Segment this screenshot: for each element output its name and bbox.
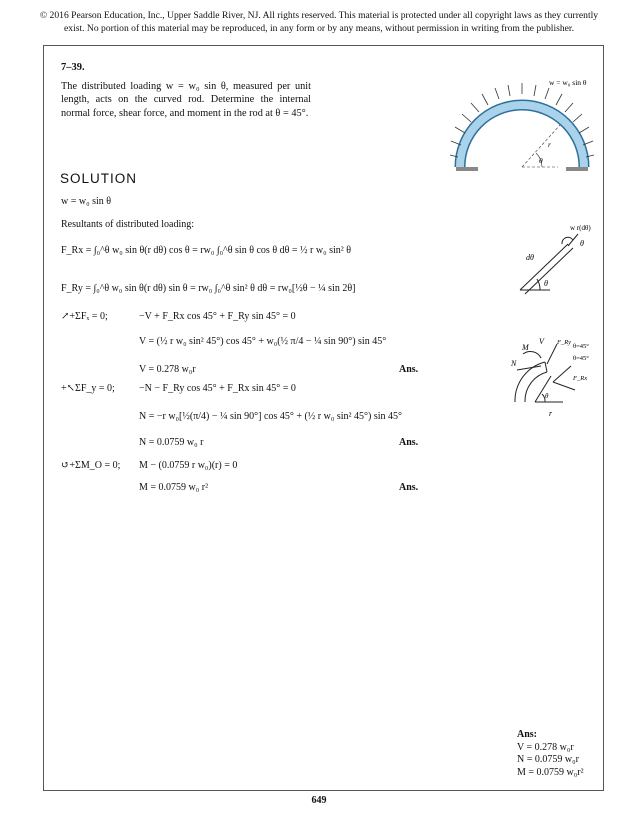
answer-v: V = 0.278 w₀r (517, 741, 574, 753)
fbd-theta45-label-b: θ=45° (573, 355, 589, 362)
v-ans-label: Ans. (399, 364, 419, 375)
curved-rod-outline (460, 105, 584, 167)
fbd-theta45-label-a: θ=45° (573, 343, 589, 350)
m-ans-label: Ans. (399, 482, 419, 493)
fbd-moment-arc (523, 351, 541, 358)
sum-fy-label: +↖ΣF_y = 0; (61, 383, 115, 394)
curved-rod-figure (448, 77, 608, 177)
radius-label: r (548, 140, 551, 149)
fbd-m-label: M (522, 343, 529, 352)
fry-equation: F_Ry = ∫₀^θ w₀ sin θ(r dθ) sin θ = rw₀ ∫₀^θ sin² θ dθ = rw₀[½θ − ¼ sin 2θ] (61, 283, 356, 294)
load-definition: w = w₀ sin θ (61, 196, 112, 207)
sum-mo-equation: M − (0.0759 r w₀)(r) = 0 (139, 460, 238, 471)
answer-m: M = 0.0759 w₀r² (517, 766, 584, 778)
fbd-v-label: V (539, 337, 544, 346)
sum-fx-equation: −V + F_Rx cos 45° + F_Ry sin 45° = 0 (139, 311, 296, 322)
solution-heading: SOLUTION (60, 171, 138, 186)
page-number: 649 (311, 795, 327, 806)
n-ans-label: Ans. (399, 437, 419, 448)
element-base-theta-label: θ (544, 279, 548, 288)
problem-statement: The distributed loading w = w₀ sin θ, measured per unit length, acts on the curved rod. Determine the internal normal force, shear force, and moment in the rod at θ = 45°. (61, 81, 311, 119)
fbd-fry-label: F_Ry (557, 339, 571, 346)
angle-label: θ (539, 156, 543, 165)
right-support (566, 167, 588, 171)
copyright-line-2: exist. No portion of this material may be reproduced, in any form or by any means, without permission in writing from the publisher. (64, 23, 574, 34)
free-body-sketch (505, 330, 615, 425)
answer-title: Ans: (517, 729, 538, 740)
sum-mo-label: ↺+ΣM_O = 0; (61, 460, 121, 471)
fbd-n-label: N (511, 359, 517, 368)
dtheta-label: dθ (526, 253, 534, 262)
element-load-label: w r(dθ) (570, 224, 591, 232)
element-sketch (500, 222, 610, 302)
copyright-notice (18, 9, 620, 35)
left-support (456, 167, 478, 171)
answer-summary (517, 729, 584, 779)
fbd-n-arrow (517, 366, 541, 370)
element-theta-label: θ (580, 239, 584, 248)
fbd-theta-label: θ (545, 392, 549, 400)
n-equation: N = −r w₀[½(π/4) − ¼ sin 90°] cos 45° + (½ r w₀ sin² 45°) sin 45° (139, 411, 402, 422)
sum-fy-equation: −N − F_Ry cos 45° + F_Rx sin 45° = 0 (139, 383, 296, 394)
frx-equation: F_Rx = ∫₀^θ w₀ sin θ(r dθ) cos θ = rw₀ ∫₀^θ sin θ cos θ dθ = ½ r w₀ sin² θ (61, 245, 352, 256)
fbd-resultant-arrow (553, 366, 571, 382)
distributed-load-arrows (450, 83, 594, 157)
problem-number: 7–39. (61, 62, 85, 73)
fbd-r-label: r (549, 409, 553, 418)
element-theta-arc (562, 237, 573, 244)
v-equation: V = (½ r w₀ sin² 45°) cos 45° + w₀(½ π/4 − ¼ sin 90°) sin 45° (139, 336, 387, 347)
load-label: w = w₀ sin θ (549, 78, 587, 87)
fbd-frx-label: F_Rx (573, 375, 588, 382)
n-result: N = 0.0759 w₀ r (139, 437, 204, 448)
m-result: M = 0.0759 w₀ r² (139, 482, 209, 493)
answer-n: N = 0.0759 w₀r (517, 754, 579, 765)
v-result: V = 0.278 w₀r (139, 364, 196, 375)
curved-rod (460, 105, 584, 167)
copyright-line-1: © 2016 Pearson Education, Inc., Upper Saddle River, NJ. All rights reserved. This material is protected under all copyright laws as they currently (39, 10, 599, 21)
fbd-v-arrow (547, 344, 557, 364)
fbd-radius (535, 376, 551, 402)
sum-fx-label: ↗+ΣFₓ = 0; (61, 311, 108, 322)
resultants-label: Resultants of distributed loading: (61, 219, 195, 230)
fbd-frx-arrow (553, 382, 575, 390)
